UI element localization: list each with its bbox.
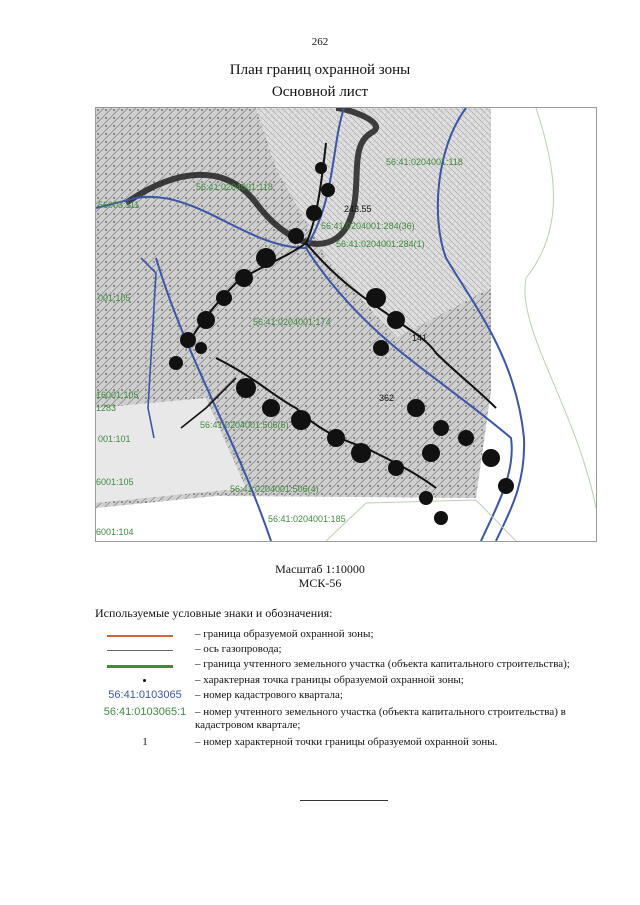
parcel-label: 56:41:0204001:118 xyxy=(386,157,463,167)
legend-item-parcel-number xyxy=(95,706,595,731)
legend-symbol xyxy=(95,658,195,673)
legend-text: – характерная точка границы образуемой охранной зоны; xyxy=(195,674,464,686)
map-frame[interactable] xyxy=(95,107,597,542)
orange-line-icon xyxy=(107,635,173,637)
crs-label: МСК-56 xyxy=(298,576,342,590)
legend-item-characteristic-point xyxy=(95,674,595,689)
parcel-label: 56:41:0204001:284(36) xyxy=(321,221,415,231)
point-number: 362 xyxy=(379,393,395,403)
parcel-number-sample: 56:41:0103065:1 xyxy=(103,706,187,718)
cadastral-quarter-sample: 56:41:0103065 xyxy=(108,689,182,701)
parcel-label: 56:41:0204001:506(6) xyxy=(200,420,289,430)
pipeline-label: 243.55 xyxy=(344,204,372,214)
legend-text: – граница образуемой охранной зоны; xyxy=(195,628,374,640)
green-line-icon xyxy=(107,665,173,668)
parcel-label: 56:41:0204001:185 xyxy=(268,514,346,524)
page-subtitle: Основной лист xyxy=(271,84,369,100)
legend-item-cadastral-quarter xyxy=(95,689,595,704)
parcel-label: 001:105 xyxy=(98,293,131,303)
parcel-label: 56003:111 xyxy=(98,200,140,210)
parcel-label: 6001:104 xyxy=(96,527,134,537)
legend-text: – номер учтенного земельного участка (объекта капитального строительства) в кадастровом квартале; xyxy=(195,706,566,731)
page-number: 262 xyxy=(311,36,329,48)
parcel-label: 56:41:0204001:284(1) xyxy=(336,239,425,249)
legend-heading: Используемые условные знаки и обозначения: xyxy=(95,606,333,620)
legend-text: – граница учтенного земельного участка (объекта капитального строительства); xyxy=(195,658,570,670)
legend-text: – номер характерной точки границы образуемой охранной зоны. xyxy=(195,736,498,748)
legend-text: – номер кадастрового квартала; xyxy=(195,689,343,701)
legend-text: – ось газопровода; xyxy=(195,643,282,655)
legend-item-point-number xyxy=(95,736,595,751)
point-icon xyxy=(143,679,146,682)
scale-label: Масштаб 1:10000 xyxy=(275,562,365,576)
point-number-sample: 1 xyxy=(142,736,148,748)
legend-symbol xyxy=(95,674,195,689)
legend-symbol xyxy=(95,643,195,658)
parcel-label: 16001:105 xyxy=(96,390,139,400)
parcel-label: 56:41:0204001:506(4) xyxy=(230,484,319,494)
legend-item-parcel-border xyxy=(95,658,595,673)
parcel-outline xyxy=(525,108,596,508)
parcel-outline xyxy=(326,500,516,541)
map-canvas xyxy=(96,108,596,541)
parcel-label: 1283 xyxy=(96,403,117,413)
parcel-label: 56:41:0204001:174 xyxy=(253,317,331,327)
page-title: План границ охранной зоны xyxy=(229,62,411,78)
legend-item-pipeline-axis xyxy=(95,643,595,658)
gray-line-icon xyxy=(107,650,173,651)
footer-divider xyxy=(300,800,388,801)
parcel-label: 001:101 xyxy=(98,434,131,444)
parcel-label: 6001:105 xyxy=(96,477,134,487)
parcel-label: 56:41:0204001:118 xyxy=(196,182,273,192)
point-number: 141 xyxy=(412,333,428,343)
legend-item-zone-border xyxy=(95,628,595,643)
legend-symbol xyxy=(95,628,195,643)
